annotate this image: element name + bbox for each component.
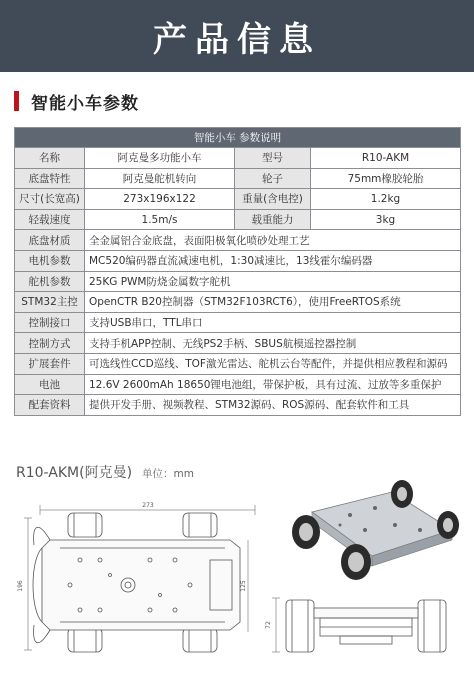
- spec-label: 舵机参数: [15, 271, 85, 292]
- spec-label: 重量(含电控): [235, 189, 311, 210]
- inner-dimension-label: 125: [240, 580, 247, 592]
- spec-value: 273x196x122: [85, 189, 235, 210]
- dimension-unit: 单位：mm: [142, 468, 195, 480]
- spec-table-header: 智能小车 参数说明: [15, 128, 461, 148]
- spec-value: 12.6V 2600mAh 18650锂电池组，带保护板，具有过流、过放等多重保护: [85, 374, 461, 395]
- spec-label: 名称: [15, 148, 85, 169]
- spec-value: 可选线性CCD巡线、TOF激光雷达、舵机云台等配件，并提供相应教程和源码: [85, 353, 461, 374]
- spec-value: 全金属铝合金底盘，表面阳极氧化喷砂处理工艺: [85, 230, 461, 251]
- wheel-icon: [292, 515, 320, 549]
- front-view-drawing: [272, 598, 446, 652]
- spec-value: 支持手机APP控制、无线PS2手柄、SBUS航模遥控器控制: [85, 333, 461, 354]
- top-view-drawing: [24, 505, 255, 652]
- spec-label: 轻载速度: [15, 209, 85, 230]
- spec-value: 提供开发手册、视频教程、STM32源码、ROS源码、配套软件和工具: [85, 395, 461, 416]
- width-dimension-label: 196: [17, 580, 24, 592]
- spec-value: 75mm橡胶轮胎: [311, 168, 461, 189]
- spec-value: OpenCTR B20控制器（STM32F103RCT6），使用FreeRTOS系统: [85, 292, 461, 313]
- length-dimension-label: 273: [142, 502, 154, 509]
- spec-value: 1.5m/s: [85, 209, 235, 230]
- section-title: 智能小车参数: [31, 93, 139, 114]
- spec-value: 阿克曼舵机转向: [85, 168, 235, 189]
- spec-label: 尺寸(长宽高): [15, 189, 85, 210]
- spec-label: 轮子: [235, 168, 311, 189]
- banner-title: 产品信息: [153, 19, 321, 60]
- isometric-chassis-drawing: [292, 480, 459, 580]
- spec-value: 3kg: [311, 209, 461, 230]
- spec-label: 载重能力: [235, 209, 311, 230]
- spec-label: 控制接口: [15, 312, 85, 333]
- spec-label: 配套资料: [15, 395, 85, 416]
- wheel-icon: [437, 511, 459, 539]
- spec-label: 底盘特性: [15, 168, 85, 189]
- spec-label: 底盘材质: [15, 230, 85, 251]
- spec-value: R10-AKM: [311, 148, 461, 169]
- spec-label: 扩展套件: [15, 353, 85, 374]
- spec-value: 1.2kg: [311, 189, 461, 210]
- spec-value: 25KG PWM防烧金属数字舵机: [85, 271, 461, 292]
- spec-label: 型号: [235, 148, 311, 169]
- spec-label: 电池: [15, 374, 85, 395]
- height-dimension-label: 72: [265, 621, 272, 629]
- spec-value: 阿克曼多功能小车: [85, 148, 235, 169]
- spec-value: MC520编码器直流减速电机，1:30减速比，13线霍尔编码器: [85, 250, 461, 271]
- spec-label: STM32主控: [15, 292, 85, 313]
- wheel-icon: [391, 480, 413, 508]
- spec-label: 电机参数: [15, 250, 85, 271]
- spec-value: 支持USB串口，TTL串口: [85, 312, 461, 333]
- dimension-model: R10-AKM(阿克曼): [16, 465, 133, 481]
- spec-label: 控制方式: [15, 333, 85, 354]
- wheel-icon: [341, 544, 371, 580]
